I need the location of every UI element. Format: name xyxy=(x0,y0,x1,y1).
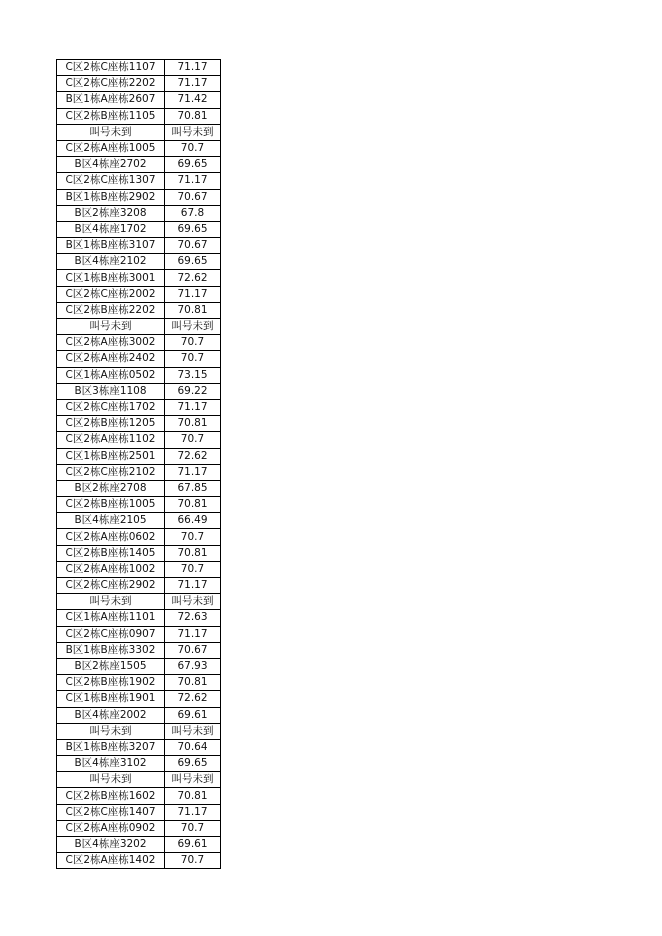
unit-cell[interactable]: C区2栋B座栋1105 xyxy=(57,108,165,124)
area-cell[interactable]: 70.67 xyxy=(165,238,221,254)
unit-cell[interactable]: C区2栋A座栋1102 xyxy=(57,432,165,448)
table-row xyxy=(57,723,221,739)
area-cell[interactable]: 67.85 xyxy=(165,480,221,496)
table-row xyxy=(57,497,221,513)
table-row xyxy=(57,772,221,788)
table-row xyxy=(57,399,221,415)
area-cell[interactable]: 叫号未到 xyxy=(165,319,221,335)
table-row xyxy=(57,140,221,156)
table-row xyxy=(57,707,221,723)
unit-cell[interactable]: C区2栋B座栋1405 xyxy=(57,545,165,561)
area-cell[interactable]: 70.81 xyxy=(165,302,221,318)
table-row xyxy=(57,124,221,140)
unit-cell[interactable]: C区2栋B座栋1902 xyxy=(57,675,165,691)
unit-cell[interactable]: C区2栋C座栋2002 xyxy=(57,286,165,302)
unit-cell[interactable]: C区2栋A座栋1402 xyxy=(57,853,165,869)
table-row xyxy=(57,383,221,399)
area-cell[interactable]: 70.67 xyxy=(165,189,221,205)
table-row xyxy=(57,173,221,189)
unit-cell[interactable]: C区2栋A座栋0602 xyxy=(57,529,165,545)
table-row xyxy=(57,448,221,464)
table-row xyxy=(57,691,221,707)
unit-cell[interactable]: 叫号未到 xyxy=(57,124,165,140)
table-row xyxy=(57,658,221,674)
area-cell[interactable]: 71.17 xyxy=(165,286,221,302)
unit-cell[interactable]: B区4栋座2102 xyxy=(57,254,165,270)
unit-cell[interactable]: B区1栋B座栋3107 xyxy=(57,238,165,254)
area-cell[interactable]: 67.93 xyxy=(165,658,221,674)
area-cell[interactable]: 69.65 xyxy=(165,157,221,173)
table-row xyxy=(57,60,221,76)
area-cell[interactable]: 70.7 xyxy=(165,140,221,156)
table-row xyxy=(57,286,221,302)
unit-cell[interactable]: C区2栋A座栋1002 xyxy=(57,561,165,577)
area-cell[interactable]: 70.7 xyxy=(165,351,221,367)
table-row xyxy=(57,739,221,755)
table-row xyxy=(57,578,221,594)
unit-cell[interactable]: C区2栋B座栋1005 xyxy=(57,497,165,513)
area-cell[interactable]: 70.7 xyxy=(165,529,221,545)
unit-cell[interactable]: C区1栋A座栋1101 xyxy=(57,610,165,626)
unit-cell[interactable]: C区2栋A座栋3002 xyxy=(57,335,165,351)
area-cell[interactable]: 69.61 xyxy=(165,707,221,723)
table-row xyxy=(57,594,221,610)
unit-cell[interactable]: B区4栋座2002 xyxy=(57,707,165,723)
unit-cell[interactable]: C区2栋C座栋1107 xyxy=(57,60,165,76)
area-cell[interactable]: 叫号未到 xyxy=(165,594,221,610)
unit-cell[interactable]: B区4栋座2105 xyxy=(57,513,165,529)
area-cell[interactable]: 72.62 xyxy=(165,448,221,464)
area-cell[interactable]: 70.7 xyxy=(165,432,221,448)
table-row xyxy=(57,221,221,237)
table-row xyxy=(57,416,221,432)
table-row xyxy=(57,464,221,480)
table-row xyxy=(57,480,221,496)
area-cell[interactable]: 70.81 xyxy=(165,675,221,691)
unit-cell[interactable]: C区2栋C座栋0907 xyxy=(57,626,165,642)
area-cell[interactable]: 71.17 xyxy=(165,464,221,480)
area-cell[interactable]: 叫号未到 xyxy=(165,124,221,140)
area-cell[interactable]: 71.17 xyxy=(165,173,221,189)
area-cell[interactable]: 70.81 xyxy=(165,788,221,804)
unit-cell[interactable]: B区2栋座3208 xyxy=(57,205,165,221)
area-cell[interactable]: 67.8 xyxy=(165,205,221,221)
area-cell[interactable]: 72.63 xyxy=(165,610,221,626)
unit-cell[interactable]: B区1栋A座栋2607 xyxy=(57,92,165,108)
unit-cell[interactable]: B区4栋座3202 xyxy=(57,837,165,853)
unit-cell[interactable]: B区3栋座1108 xyxy=(57,383,165,399)
table-row xyxy=(57,351,221,367)
table-row xyxy=(57,367,221,383)
area-cell[interactable]: 71.17 xyxy=(165,399,221,415)
unit-cell[interactable]: C区2栋C座栋1702 xyxy=(57,399,165,415)
unit-cell[interactable]: C区1栋B座栋2501 xyxy=(57,448,165,464)
area-cell[interactable]: 69.22 xyxy=(165,383,221,399)
area-cell[interactable]: 69.65 xyxy=(165,221,221,237)
unit-cell[interactable]: C区2栋B座栋1602 xyxy=(57,788,165,804)
unit-cell[interactable]: B区4栋座3102 xyxy=(57,756,165,772)
table-row xyxy=(57,319,221,335)
area-cell[interactable]: 70.7 xyxy=(165,853,221,869)
area-cell[interactable]: 叫号未到 xyxy=(165,772,221,788)
unit-cell[interactable]: C区2栋A座栋2402 xyxy=(57,351,165,367)
table-row xyxy=(57,837,221,853)
area-cell[interactable]: 71.17 xyxy=(165,60,221,76)
table-row xyxy=(57,270,221,286)
area-cell[interactable]: 69.65 xyxy=(165,756,221,772)
table-row xyxy=(57,157,221,173)
unit-cell[interactable]: B区1栋B座栋3302 xyxy=(57,642,165,658)
unit-cell[interactable]: C区1栋B座栋3001 xyxy=(57,270,165,286)
table-row xyxy=(57,335,221,351)
unit-cell[interactable]: C区2栋C座栋1407 xyxy=(57,804,165,820)
unit-cell[interactable]: C区2栋A座栋1005 xyxy=(57,140,165,156)
table-row xyxy=(57,804,221,820)
table-row xyxy=(57,561,221,577)
unit-cell[interactable]: B区2栋座1505 xyxy=(57,658,165,674)
unit-cell[interactable]: C区2栋C座栋1307 xyxy=(57,173,165,189)
area-cell[interactable]: 70.7 xyxy=(165,561,221,577)
area-cell[interactable]: 70.7 xyxy=(165,335,221,351)
table-row xyxy=(57,610,221,626)
area-cell[interactable]: 71.42 xyxy=(165,92,221,108)
unit-cell[interactable]: C区2栋B座栋2202 xyxy=(57,302,165,318)
area-cell[interactable]: 69.61 xyxy=(165,837,221,853)
area-cell[interactable]: 72.62 xyxy=(165,691,221,707)
unit-cell[interactable]: B区4栋座2702 xyxy=(57,157,165,173)
table-row xyxy=(57,432,221,448)
table-row xyxy=(57,513,221,529)
area-cell[interactable]: 70.7 xyxy=(165,820,221,836)
area-cell[interactable]: 72.62 xyxy=(165,270,221,286)
unit-cell[interactable]: 叫号未到 xyxy=(57,723,165,739)
table-row xyxy=(57,76,221,92)
area-cell[interactable]: 71.17 xyxy=(165,578,221,594)
area-cell[interactable]: 71.17 xyxy=(165,76,221,92)
unit-cell[interactable]: B区4栋座1702 xyxy=(57,221,165,237)
unit-cell[interactable]: 叫号未到 xyxy=(57,594,165,610)
table-row xyxy=(57,254,221,270)
unit-cell[interactable]: B区1栋B座栋2902 xyxy=(57,189,165,205)
area-cell[interactable]: 70.81 xyxy=(165,497,221,513)
unit-cell[interactable]: 叫号未到 xyxy=(57,772,165,788)
table-row xyxy=(57,626,221,642)
unit-cell[interactable]: C区2栋C座栋2202 xyxy=(57,76,165,92)
unit-cell[interactable]: C区2栋B座栋1205 xyxy=(57,416,165,432)
table-body xyxy=(57,60,221,869)
area-cell[interactable]: 70.81 xyxy=(165,416,221,432)
table-row xyxy=(57,302,221,318)
unit-cell[interactable]: B区2栋座2708 xyxy=(57,480,165,496)
table-row xyxy=(57,820,221,836)
area-cell[interactable]: 73.15 xyxy=(165,367,221,383)
area-cell[interactable]: 71.17 xyxy=(165,626,221,642)
unit-cell[interactable]: B区1栋B座栋3207 xyxy=(57,739,165,755)
area-cell[interactable]: 66.49 xyxy=(165,513,221,529)
area-cell[interactable]: 70.81 xyxy=(165,545,221,561)
table-row xyxy=(57,545,221,561)
table-row xyxy=(57,92,221,108)
table-row xyxy=(57,642,221,658)
table-row xyxy=(57,788,221,804)
table-row xyxy=(57,756,221,772)
table-row xyxy=(57,853,221,869)
table-row xyxy=(57,205,221,221)
unit-cell[interactable]: C区1栋B座栋1901 xyxy=(57,691,165,707)
unit-cell[interactable]: C区2栋A座栋0902 xyxy=(57,820,165,836)
table-row xyxy=(57,529,221,545)
area-cell[interactable]: 70.67 xyxy=(165,642,221,658)
table-row xyxy=(57,675,221,691)
table-row xyxy=(57,108,221,124)
area-cell[interactable]: 69.65 xyxy=(165,254,221,270)
unit-cell[interactable]: C区1栋A座栋0502 xyxy=(57,367,165,383)
unit-cell[interactable]: 叫号未到 xyxy=(57,319,165,335)
table-row xyxy=(57,189,221,205)
area-cell[interactable]: 叫号未到 xyxy=(165,723,221,739)
table-row xyxy=(57,238,221,254)
unit-cell[interactable]: C区2栋C座栋2102 xyxy=(57,464,165,480)
spreadsheet-table xyxy=(56,59,221,869)
area-cell[interactable]: 70.81 xyxy=(165,108,221,124)
area-cell[interactable]: 70.64 xyxy=(165,739,221,755)
area-cell[interactable]: 71.17 xyxy=(165,804,221,820)
unit-cell[interactable]: C区2栋C座栋2902 xyxy=(57,578,165,594)
